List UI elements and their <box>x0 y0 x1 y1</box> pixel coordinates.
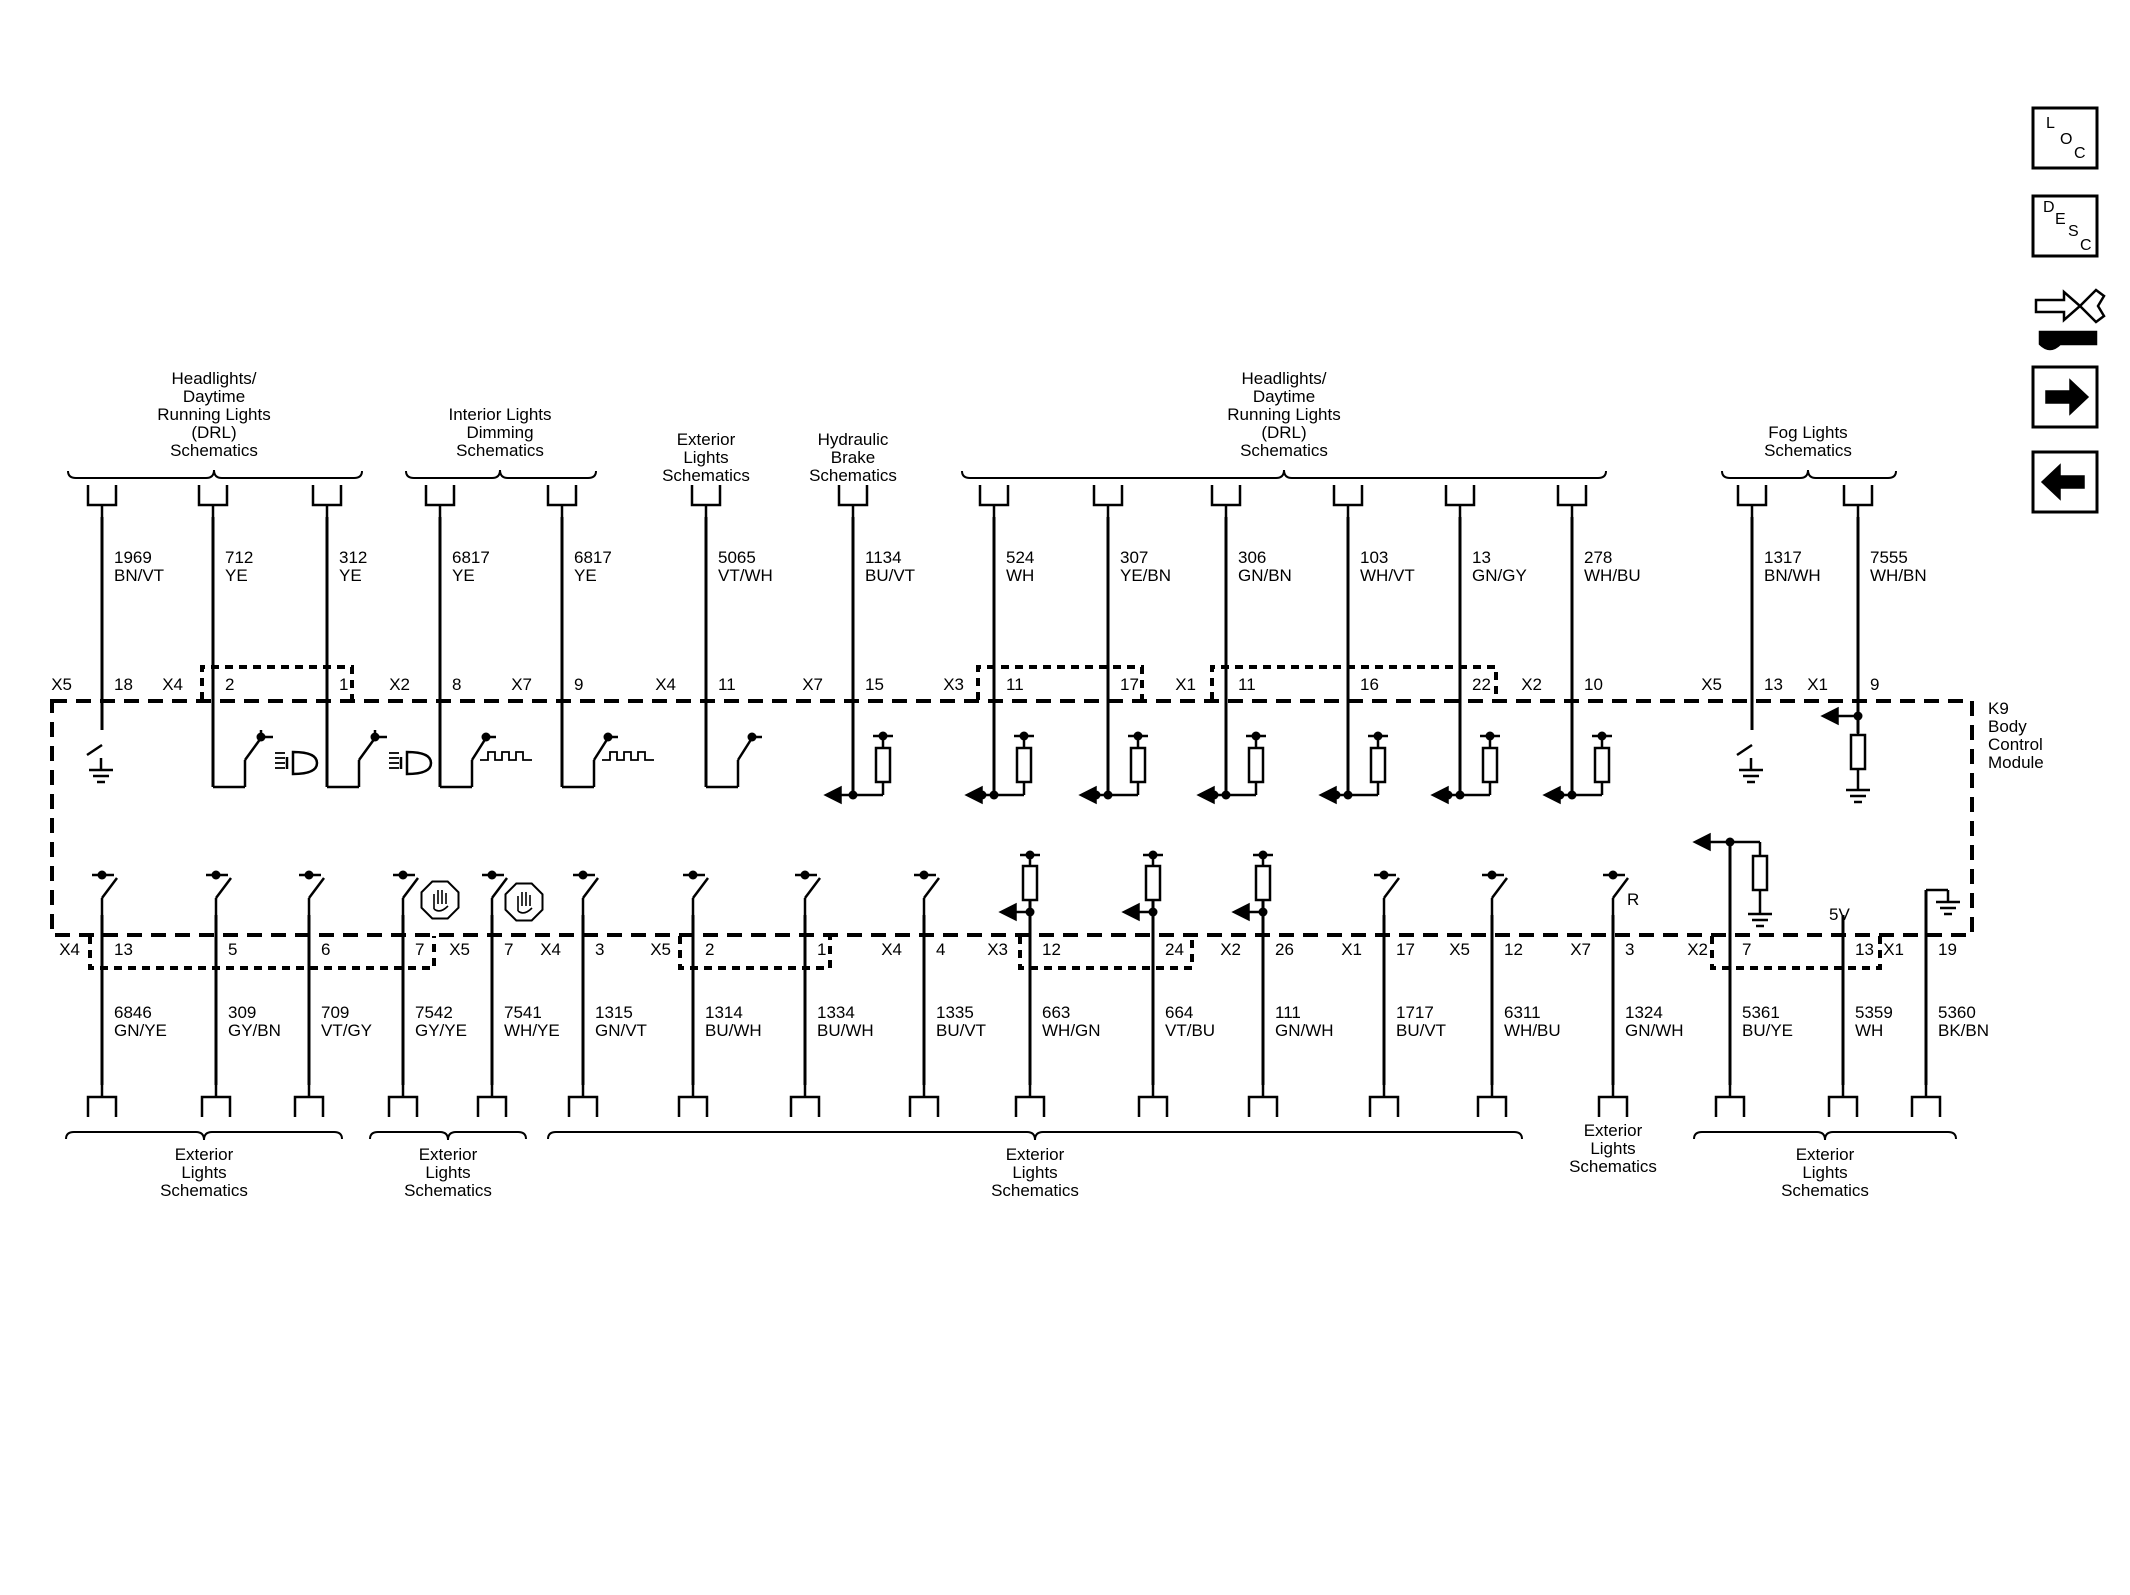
connector-pin-number: 16 <box>1360 675 1379 694</box>
top-group-label: Dimming <box>466 423 534 442</box>
bottom-group-label: Exterior <box>1795 1145 1855 1164</box>
connector-id: X5 <box>51 675 72 694</box>
connector-id: X5 <box>449 940 470 959</box>
bottom-group-label: Schematics <box>1781 1181 1869 1200</box>
connector-pin-number: 13 <box>1855 940 1874 959</box>
open-switch-icon <box>309 878 324 898</box>
switch-r-label: R <box>1627 890 1640 909</box>
connector-pin-number: 12 <box>1504 940 1523 959</box>
connector-pin-number: 12 <box>1042 940 1061 959</box>
headlight-icon <box>401 752 431 774</box>
desc-button[interactable] <box>2033 196 2097 256</box>
wire-circuit-number: 664 <box>1165 1003 1194 1022</box>
open-switch-icon <box>1737 745 1752 755</box>
group-bracket <box>370 1132 526 1140</box>
connector-id: X1 <box>1175 675 1196 694</box>
open-switch-icon <box>245 738 261 760</box>
wire-color-code: WH/BU <box>1584 566 1641 585</box>
wire-circuit-number: 524 <box>1006 548 1035 567</box>
connector-id: X1 <box>1341 940 1362 959</box>
bottom-group-label: Schematics <box>404 1181 492 1200</box>
connector-pin <box>692 485 720 505</box>
wire-circuit-number: 1317 <box>1764 548 1802 567</box>
connector-pin-number: 10 <box>1584 675 1603 694</box>
open-switch-icon <box>359 738 375 760</box>
junction-dot <box>1444 791 1453 800</box>
connector-wrench-icon[interactable] <box>2036 290 2104 349</box>
top-group-label: (DRL) <box>1261 423 1307 442</box>
arrow-left-icon <box>1694 834 1710 850</box>
desc-letter: E <box>2055 211 2066 228</box>
voltage-ref-dot <box>1486 732 1495 741</box>
voltage-ref-dot <box>879 732 888 741</box>
connector-pin-number: 11 <box>1238 675 1256 694</box>
connector-pin-number: 1 <box>339 675 349 694</box>
top-group-label: Hydraulic <box>817 430 889 449</box>
wire-circuit-number: 1969 <box>114 548 152 567</box>
wire-color-code: BU/WH <box>705 1021 762 1040</box>
bottom-group-label: Exterior <box>1005 1145 1065 1164</box>
resistor-icon <box>1371 748 1385 782</box>
wire-circuit-number: 7555 <box>1870 548 1908 567</box>
wire-color-code: YE <box>225 566 248 585</box>
group-bracket <box>1694 1132 1956 1140</box>
arrow-right-button[interactable] <box>2033 367 2097 427</box>
connector-pin <box>1370 1097 1398 1117</box>
connector-pin <box>1912 1097 1940 1117</box>
bottom-group-label: Schematics <box>991 1181 1079 1200</box>
wire-color-code: VT/WH <box>718 566 773 585</box>
connector-id: X3 <box>943 675 964 694</box>
resistor-icon <box>1753 856 1767 890</box>
connector-pin <box>478 1097 506 1117</box>
resistor-icon <box>1256 866 1270 900</box>
resistor-icon <box>1017 748 1031 782</box>
top-group-label: Running Lights <box>1227 405 1341 424</box>
bottom-group-label: Exterior <box>174 1145 234 1164</box>
junction-dot <box>1210 791 1219 800</box>
connector-pin-number: 22 <box>1472 675 1491 694</box>
arrow-left-icon <box>1123 904 1139 920</box>
wire-circuit-number: 309 <box>228 1003 257 1022</box>
wire-circuit-number: 6311 <box>1504 1003 1541 1022</box>
connector-pin <box>295 1097 323 1117</box>
voltage-ref-dot <box>1374 732 1383 741</box>
shared-connector-outline <box>680 936 830 968</box>
voltage-ref-dot <box>1026 851 1035 860</box>
connector-pin-number: 11 <box>718 675 736 694</box>
connector-id: X7 <box>511 675 532 694</box>
connector-id: X2 <box>389 675 410 694</box>
wire-circuit-number: 1335 <box>936 1003 974 1022</box>
connector-pin <box>1478 1097 1506 1117</box>
voltage-ref-dot <box>1252 732 1261 741</box>
shared-connector-outline <box>978 667 1142 700</box>
desc-letter: C <box>2080 237 2092 254</box>
wire-color-code: GN/YE <box>114 1021 167 1040</box>
connector-id: X4 <box>540 940 561 959</box>
wire-color-code: GN/WH <box>1275 1021 1334 1040</box>
connector-arrow-shape <box>2036 292 2080 320</box>
connector-pin <box>679 1097 707 1117</box>
pwm-signal-icon <box>480 752 532 760</box>
voltage-ref-dot <box>488 871 497 880</box>
bottom-group-label: Lights <box>1802 1163 1848 1182</box>
wire-color-code: BK/BN <box>1938 1021 1990 1040</box>
connector-pin <box>1016 1097 1044 1117</box>
wire-color-code: YE <box>574 566 597 585</box>
wire-color-code: GN/WH <box>1625 1021 1684 1040</box>
wire-color-code: BN/VT <box>114 566 165 585</box>
arrow-left-icon <box>1233 904 1249 920</box>
loc-button[interactable] <box>2033 108 2097 168</box>
connector-pin-number: 7 <box>415 940 425 959</box>
wire-color-code: WH/BN <box>1870 566 1927 585</box>
wire-circuit-number: 13 <box>1472 548 1491 567</box>
voltage-5v-label: 5V <box>1829 905 1850 924</box>
connector-pin <box>1446 485 1474 505</box>
junction-dot <box>1092 791 1101 800</box>
junction-dot <box>1556 791 1565 800</box>
connector-pin <box>1738 485 1766 505</box>
stop-hand-icon <box>422 882 459 919</box>
top-group-label: Schematics <box>809 466 897 485</box>
top-group-label: Schematics <box>1240 441 1328 460</box>
top-group-label: Headlights/ <box>171 369 257 388</box>
connector-pin-number: 4 <box>936 940 946 959</box>
wire-color-code: WH/BU <box>1504 1021 1561 1040</box>
connector-id: X4 <box>881 940 902 959</box>
wire-circuit-number: 1134 <box>865 548 902 567</box>
voltage-ref-dot <box>305 871 314 880</box>
wire-circuit-number: 6817 <box>452 548 490 567</box>
connector-pin <box>1599 1097 1627 1117</box>
resistor-icon <box>876 748 890 782</box>
voltage-ref-dot <box>1149 851 1158 860</box>
junction-dot <box>1332 791 1341 800</box>
connector-id: X4 <box>655 675 676 694</box>
connector-pin <box>88 485 116 505</box>
connector-pin <box>1249 1097 1277 1117</box>
connector-id: X1 <box>1883 940 1904 959</box>
connector-pin <box>313 485 341 505</box>
module-name-line: Body <box>1988 717 2027 736</box>
connector-id: X3 <box>987 940 1008 959</box>
connector-id: X1 <box>1807 675 1828 694</box>
connector-id: X2 <box>1521 675 1542 694</box>
connector-pin <box>1334 485 1362 505</box>
group-bracket <box>548 1132 1522 1140</box>
connector-pin <box>1558 485 1586 505</box>
connector-pin <box>389 1097 417 1117</box>
resistor-icon <box>1483 748 1497 782</box>
pwm-signal-icon <box>602 752 654 760</box>
connector-pin <box>791 1097 819 1117</box>
wire-circuit-number: 307 <box>1120 548 1149 567</box>
top-group-label: Schematics <box>170 441 258 460</box>
connector-pin <box>88 1097 116 1117</box>
module-ref-label: K9 <box>1988 699 2009 718</box>
wire-circuit-number: 111 <box>1275 1003 1301 1022</box>
wire-color-code: WH/GN <box>1042 1021 1101 1040</box>
group-bracket <box>1722 470 1896 478</box>
connector-pin-number: 7 <box>1742 940 1752 959</box>
resistor-icon <box>1023 866 1037 900</box>
connector-pin <box>1716 1097 1744 1117</box>
bottom-group-label: Lights <box>1590 1139 1636 1158</box>
connector-pin-number: 15 <box>865 675 884 694</box>
connector-pin-number: 18 <box>114 675 133 694</box>
wire-color-code: WH <box>1006 566 1035 585</box>
module-name-line: Module <box>1988 753 2044 772</box>
connector-pin <box>839 485 867 505</box>
open-switch-icon <box>583 878 598 898</box>
connector-pin-number: 3 <box>595 940 605 959</box>
top-group-label: Schematics <box>1764 441 1852 460</box>
group-bracket <box>406 470 596 478</box>
wire-circuit-number: 7542 <box>415 1003 453 1022</box>
bottom-group-label: Lights <box>181 1163 227 1182</box>
bottom-group-label: Schematics <box>160 1181 248 1200</box>
connector-pin <box>426 485 454 505</box>
top-group-label: Running Lights <box>157 405 271 424</box>
stop-hand-icon <box>506 884 543 921</box>
connector-pin <box>199 485 227 505</box>
connector-pin-number: 9 <box>574 675 584 694</box>
connector-pin <box>1139 1097 1167 1117</box>
wire-circuit-number: 663 <box>1042 1003 1071 1022</box>
wire-color-code: YE/BN <box>1120 566 1172 585</box>
connector-pin-number: 5 <box>228 940 238 959</box>
shared-connector-outline <box>90 936 434 968</box>
voltage-ref-dot <box>1020 732 1029 741</box>
voltage-ref-dot <box>801 871 810 880</box>
wire-color-code: BU/WH <box>817 1021 874 1040</box>
wire-circuit-number: 278 <box>1584 548 1613 567</box>
connector-id: X2 <box>1687 940 1708 959</box>
wire-circuit-number: 1314 <box>705 1003 743 1022</box>
group-bracket <box>66 1132 342 1140</box>
wire-circuit-number: 103 <box>1360 548 1389 567</box>
arrow-left-icon <box>1000 904 1016 920</box>
voltage-ref-dot <box>1134 732 1143 741</box>
connector-pin <box>1829 1097 1857 1117</box>
open-switch-icon <box>924 878 939 898</box>
connector-pin-number: 2 <box>225 675 235 694</box>
connector-pin-number: 13 <box>1764 675 1783 694</box>
wire-circuit-number: 709 <box>321 1003 350 1022</box>
connector-pin-number: 9 <box>1870 675 1880 694</box>
wire-color-code: BU/VT <box>865 566 916 585</box>
loc-letter: L <box>2046 115 2055 132</box>
resistor-icon <box>1851 735 1865 769</box>
diagram-main <box>51 369 2044 1200</box>
wire-color-code: GN/BN <box>1238 566 1292 585</box>
top-group-label: Schematics <box>456 441 544 460</box>
connector-pin <box>548 485 576 505</box>
wrench-shape <box>2040 332 2096 349</box>
connector-id: X4 <box>59 940 80 959</box>
wire-color-code: GN/VT <box>595 1021 647 1040</box>
wire-circuit-number: 5359 <box>1855 1003 1893 1022</box>
connector-pin <box>1094 485 1122 505</box>
wire-circuit-number: 5065 <box>718 548 756 567</box>
voltage-ref-dot <box>98 871 107 880</box>
connector-pin <box>1212 485 1240 505</box>
top-group-label: Headlights/ <box>1241 369 1327 388</box>
connector-pin-number: 17 <box>1396 940 1415 959</box>
open-switch-icon <box>1384 878 1399 898</box>
connector-pin-number: 24 <box>1165 940 1184 959</box>
wire-circuit-number: 312 <box>339 548 368 567</box>
wire-color-code: WH <box>1855 1021 1884 1040</box>
top-group-label: Schematics <box>662 466 750 485</box>
wire-color-code: GY/YE <box>415 1021 467 1040</box>
connector-pin-number: 2 <box>705 940 715 959</box>
connector-pin <box>910 1097 938 1117</box>
resistor-icon <box>1146 866 1160 900</box>
wire-color-code: BU/VT <box>1396 1021 1447 1040</box>
connector-id: X5 <box>1449 940 1470 959</box>
top-group-label: Daytime <box>1252 387 1316 406</box>
arrow-left-icon <box>1822 708 1838 724</box>
bottom-group-label: Lights <box>1012 1163 1058 1182</box>
voltage-ref-dot <box>1259 851 1268 860</box>
wire-color-code: WH/YE <box>504 1021 560 1040</box>
wire-circuit-number: 6817 <box>574 548 612 567</box>
open-switch-icon <box>1492 878 1507 898</box>
connector-pin-number: 13 <box>114 940 133 959</box>
open-switch-icon <box>87 745 102 755</box>
connector-id: X7 <box>802 675 823 694</box>
connector-id: X7 <box>1570 940 1591 959</box>
voltage-ref-dot <box>1598 732 1607 741</box>
connector-pin-number: 19 <box>1938 940 1957 959</box>
connector-pin-number: 11 <box>1006 675 1024 694</box>
top-group-label: Lights <box>683 448 729 467</box>
wire-color-code: VT/GY <box>321 1021 373 1040</box>
wire-circuit-number: 1334 <box>817 1003 855 1022</box>
wire-circuit-number: 6846 <box>114 1003 152 1022</box>
top-group-label: Fog Lights <box>1768 423 1848 442</box>
voltage-ref-dot <box>399 871 408 880</box>
wire-color-code: BN/WH <box>1764 566 1821 585</box>
junction-dot <box>978 791 987 800</box>
wire-circuit-number: 1717 <box>1396 1003 1434 1022</box>
group-bracket <box>962 470 1606 478</box>
connector-pin-number: 8 <box>452 675 462 694</box>
arrow-left-icon <box>825 787 841 803</box>
connector-id: X5 <box>650 940 671 959</box>
open-switch-icon <box>403 878 418 898</box>
open-switch-icon <box>805 878 820 898</box>
voltage-ref-dot <box>1609 871 1618 880</box>
connector-pin-number: 3 <box>1625 940 1635 959</box>
headlight-icon <box>287 752 317 774</box>
wire-color-code: YE <box>339 566 362 585</box>
group-bracket <box>68 470 362 478</box>
connector-pin-number: 6 <box>321 940 331 959</box>
bottom-group-label: Lights <box>425 1163 471 1182</box>
wire-circuit-number: 5361 <box>1742 1003 1780 1022</box>
top-group-label: Interior Lights <box>448 405 552 424</box>
voltage-ref-dot <box>920 871 929 880</box>
top-group-label: Exterior <box>676 430 736 449</box>
connector-id: X4 <box>162 675 183 694</box>
desc-letter: S <box>2068 223 2079 240</box>
bottom-group-label: Exterior <box>418 1145 478 1164</box>
resistor-icon <box>1595 748 1609 782</box>
wire-circuit-number: 712 <box>225 548 254 567</box>
nav-panel <box>2033 108 2104 512</box>
wire-color-code: GN/GY <box>1472 566 1527 585</box>
open-switch-icon <box>693 878 708 898</box>
connector-pin <box>569 1097 597 1117</box>
wire-color-code: BU/VT <box>936 1021 987 1040</box>
connector-shape <box>2080 290 2104 322</box>
voltage-ref-dot <box>1380 871 1389 880</box>
connector-pin <box>980 485 1008 505</box>
open-switch-icon <box>738 738 752 760</box>
wire-circuit-number: 7541 <box>504 1003 542 1022</box>
connector-pin-number: 1 <box>817 940 827 959</box>
connector-id: X2 <box>1220 940 1241 959</box>
bottom-group-label: Exterior <box>1583 1121 1643 1140</box>
top-group-label: (DRL) <box>191 423 237 442</box>
wire-circuit-number: 1324 <box>1625 1003 1663 1022</box>
connector-pin-number: 17 <box>1120 675 1139 694</box>
connector-pin-number: 7 <box>504 940 514 959</box>
top-group-label: Brake <box>830 448 876 467</box>
wire-color-code: VT/BU <box>1165 1021 1216 1040</box>
wire-color-code: BU/YE <box>1742 1021 1794 1040</box>
voltage-ref-dot <box>212 871 221 880</box>
top-group-label: Daytime <box>182 387 246 406</box>
loc-letter: O <box>2060 131 2073 148</box>
wire-color-code: WH/VT <box>1360 566 1415 585</box>
desc-letter: D <box>2043 199 2055 216</box>
bottom-group-label: Schematics <box>1569 1157 1657 1176</box>
wire-circuit-number: 306 <box>1238 548 1267 567</box>
wire-color-code: GY/BN <box>228 1021 281 1040</box>
connector-pin-number: 26 <box>1275 940 1294 959</box>
connector-pin <box>202 1097 230 1117</box>
wire-circuit-number: 5360 <box>1938 1003 1976 1022</box>
loc-letter: C <box>2074 145 2086 162</box>
voltage-ref-dot <box>689 871 698 880</box>
open-switch-icon <box>472 738 486 760</box>
voltage-ref-dot <box>579 871 588 880</box>
wire-color-code: YE <box>452 566 475 585</box>
module-name-line: Control <box>1988 735 2043 754</box>
module-boundary <box>52 701 1972 935</box>
voltage-ref-dot <box>1488 871 1497 880</box>
open-switch-icon <box>216 878 231 898</box>
arrow-left-button[interactable] <box>2033 452 2097 512</box>
open-switch-icon <box>1613 878 1628 898</box>
resistor-icon <box>1131 748 1145 782</box>
open-switch-icon <box>102 878 117 898</box>
open-switch-icon <box>594 738 608 760</box>
connector-pin <box>1844 485 1872 505</box>
wire-circuit-number: 1315 <box>595 1003 633 1022</box>
resistor-icon <box>1249 748 1263 782</box>
connector-id: X5 <box>1701 675 1722 694</box>
